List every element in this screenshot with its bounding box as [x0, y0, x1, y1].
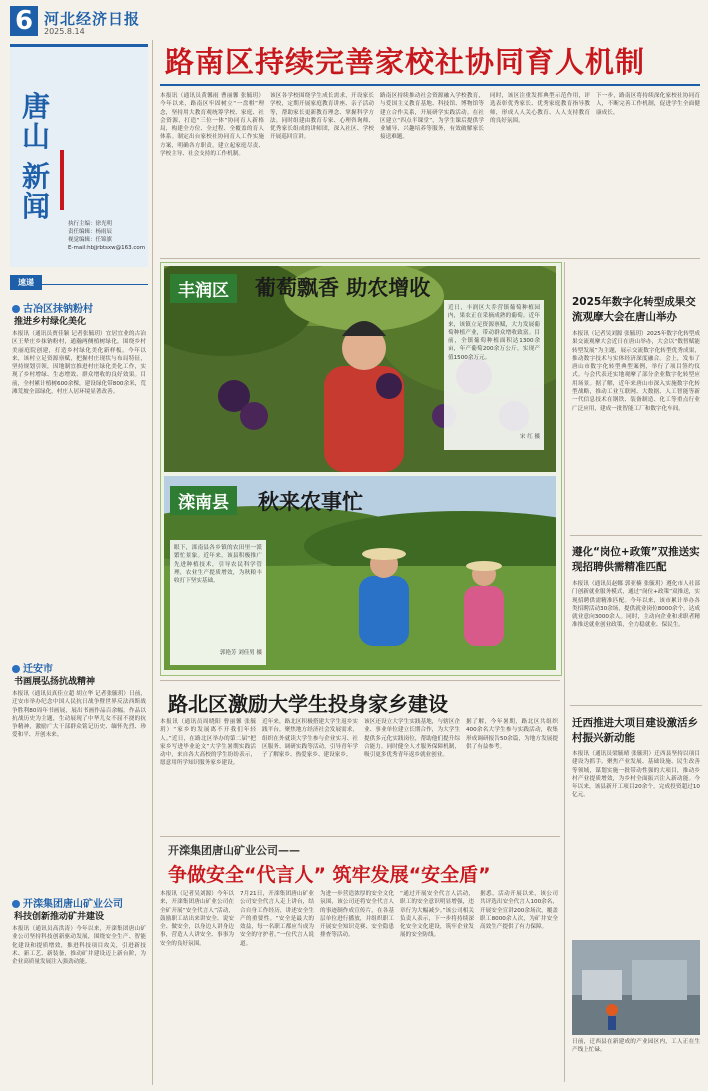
sidebar-divider	[152, 40, 153, 1085]
express-item-subtitle: 推进乡村绿化美化	[14, 317, 87, 327]
middle-column: 本报讯（通讯员周晓阳 曹丽馨 张毓玥）“家乡的发展离不开我们年轻人。”近日，在路北区举办的第二届“把家乡写进毕业论文”大学生暑期实践活动中，来自各大高校的学生纷纷表示，愿意用所学知识服务家乡建设。	[160, 719, 256, 767]
bottom-headline: 争做安全“代言人” 筑牢发展“安全盾”	[168, 864, 491, 886]
middle-column: 近年来，路北区积极搭建大学生返乡实践平台，聚焦地方经济社会发展需求，组织在外就读大学生参与企业实习、社区服务、调研实践等活动，引导青年学子了解家乡、热爱家乡、建设家乡。	[262, 719, 358, 759]
bottom-column: 本报讯（记者吴刘源）今年以来，开滦集团唐山矿业公司在全矿开展“安全代言人”活动，鼓励职工站出来讲安全、说安全、做安全，以身边人讲身边事，营造人人讲安全、事事为安全的良好氛围。	[160, 891, 234, 947]
right-rule	[570, 535, 702, 536]
editor-line: 视觉编辑：任锦旗	[68, 237, 113, 243]
bottom-rule	[160, 836, 560, 837]
middle-column: 据了解，今年暑期，路北区共组织400余名大学生参与实践活动，收集形成调研报告50余篇，为地方发展提供了有益参考。	[466, 719, 558, 750]
feature-caption: 眼下，滦南县各乡镇的农田里一派繁忙景象。近年来，该县积极推广先进种植技术，引导农民科学管理，农业生产提质增效，为秋粮丰收打下坚实基础。	[174, 545, 262, 585]
middle-column: 该区还设立大学生实践基地，与辖区企业、事业单位建立长期合作，为大学生提供多元化实践岗位，帮助他们提升综合能力。同时健全人才服务保障机制，吸引更多优秀青年返乡就业创业。	[364, 719, 460, 759]
bullet-icon	[12, 305, 20, 313]
bottom-column: 为进一步营造浓厚的安全文化氛围，该公司还将安全代言人的事迹制作成宣传片，在各基层单位进行播放，并组织职工开展安全知识竞赛、安全隐患排查等活动。	[320, 891, 394, 939]
masthead-page-number: 6	[10, 6, 38, 36]
paper-name: 河北经济日报	[44, 10, 141, 28]
lead-column: 下一步，路南区将持续深化家校社协同育人，不断完善工作机制，促进学生全面健康成长。	[596, 93, 700, 116]
editor-line: 责任编辑：杨雨辰	[68, 229, 113, 235]
bullet-icon	[12, 900, 20, 908]
feature-credit: 宋 红 摄	[520, 434, 540, 440]
issue-date: 2025.8.14	[44, 27, 85, 36]
express-label: 速递	[10, 270, 148, 285]
right-story-title: 2025年数字化转型成果交流观摩大会在唐山举办	[572, 296, 696, 323]
express-item-body: 本报讯（通讯员高洪涛）今年以来，开滦集团唐山矿业公司坚持科技创新驱动发展，围绕安全生产、智能化建设和提质增效，推进科技项目攻关，引进新技术、新工艺、新装备，推动矿井建设迈上新台阶，为企业高质量发展注入强劲动能。	[12, 926, 146, 966]
express-item-body: 本报讯（通讯员贾佳颖 记者张毓玥）宜居宜业的古冶区王辇庄乡抹钠粉村，通瀚两侧植树绿化，围绕乡村美丽庭院创建，打造乡村绿化美化新样板。今年以来，该村立足资源禀赋，把握村庄现状与布局特征，坚持规划引领，因地制宜推进村庄绿化美化工作，实现了乡村增绿、生态增效、群众增收的良好效果。目前，全村累计植树600余棵，建设绿化带800余米，荒滩荒坡全部绿化，村庄人居环境显著改善。	[12, 331, 146, 396]
express-item-title: 迁安市	[12, 660, 53, 675]
right-story-body: 本报讯（通讯员赵娜 郭亚楠 张毓玥）遵化市人社部门创新就业服务模式，通过“岗位+政策”双推送，实现招聘供需精准匹配。今年以来，该市累计举办各类招聘活动30余场，提供就业岗位8000余个，达成就业意向3000余人。同时，主动向企业和求职者精准推送就业创业政策，全力稳就业、保民生。	[572, 581, 700, 629]
express-item-subtitle: 书画展弘扬抗战精神	[14, 677, 96, 687]
middle-headline: 路北区激励大学生投身家乡建设	[168, 692, 448, 716]
section-banner-bar	[60, 150, 64, 210]
section-char-4: 闻	[22, 190, 51, 223]
bottom-column: 据悉，活动开展以来，该公司共评选出安全代言人100余名，开展安全宣讲200余场次，覆盖职工8000余人次，为矿井安全高效生产提供了有力保障。	[480, 891, 558, 931]
headline-rule	[160, 84, 700, 86]
feature-title: 秋来农事忙	[258, 490, 363, 514]
middle-rule	[160, 680, 560, 681]
express-item-subtitle: 科技创新推动矿井建设	[14, 912, 105, 922]
section-rule	[160, 258, 700, 259]
bottom-column: “通过开展安全代言人活动，职工的安全意识明显增强，违章行为大幅减少。”该公司相关负责人表示，下一步将持续深化安全文化建设，筑牢企业发展的安全防线。	[400, 891, 474, 939]
editor-line: E-mail:hbjjrbtsxw@163.com	[68, 245, 146, 251]
express-item-title: 古冶区抹钠粉村	[12, 300, 93, 315]
feature-title: 葡萄飘香 助农增收	[255, 276, 431, 300]
express-item-body: 本报讯（通讯员真佳立超 胡立华 记者张毓玥）日前，迁安市举办纪念中国人民抗日战争暨世界反法西斯战争胜利80周年书画展，展出书画作品百余幅。作品以抗战历史为主题，生动展现了中华儿女不屈不挠的抗争精神，激励广大干部群众铭记历史、缅怀先烈、珍爱和平、开创未来。	[12, 691, 146, 739]
bullet-icon	[12, 665, 20, 673]
lead-column: 路南区持续推动社会资源融入学校教育，与爱国主义教育基地、科技馆、博物馆等建立合作关系，开展研学实践活动。在社区建立“四点半课堂”，为学生课后提供学业辅导、兴趣培养等服务，有效破解家长接送难题。	[380, 93, 484, 141]
section-char-2: 山	[22, 120, 51, 153]
right-rule	[570, 705, 702, 706]
express-item-title: 开滦集团唐山矿业公司	[12, 895, 123, 910]
right-photo-caption: 日前，迁西县在新建成的产业园区内，工人正在生产线上忙碌。	[572, 1039, 700, 1054]
industrial-park-image	[572, 940, 700, 1035]
feature-caption-box	[170, 540, 266, 665]
right-divider	[564, 262, 565, 1082]
right-story-title: 遵化“岗位+政策”双推送实现招聘供需精准匹配	[572, 546, 700, 573]
industrial-park-photo	[572, 940, 700, 1035]
lead-column: 本报讯（通讯员黄馨雨 曹丽馨 张毓玥）今年以来，路南区牢固树立“一盘棋”理念，坚持用大教育观统筹学校、家庭、社会资源，打造“三位一体”协同育人新格局，构建全方位、全过程、全覆盖的育人体系。制定出台家校社协同育人工作实施方案，明确各方职责，建立起家庭尽责、学校主导、社会支持的工作机制。	[160, 93, 264, 158]
bottom-kicker: 开滦集团唐山矿业公司——	[168, 844, 300, 857]
right-story-body: 本报讯（记者吴刘源 张毓玥）2025年数字化转型成果交流观摩大会近日在唐山举办，大会以“数智赋能 转型发展”为主题，展示交流数字化转型优秀成果，推动数字技术与实体经济深度融合。会上，发布了唐山市数字化转型典型案例，举行了项目签约仪式。与会代表还实地观摩了部分企业数字化转型应用场景。据了解，近年来唐山市深入实施数字化转型战略，推动工业互联网、大数据、人工智能等新一代信息技术在钢铁、装备制造、化工等重点行业广泛应用，建成一批智能工厂和数字化车间。	[572, 331, 700, 412]
feature-caption: 近日，丰润区大乔营镇葡萄种植园内，果农正在采摘成熟的葡萄。近年来，该镇立足资源禀赋，大力发展葡萄种植产业，带动群众增收致富。目前，全镇葡萄种植面积达1300余亩，年产葡萄200余万公斤，实现产值1500余万元。	[448, 305, 540, 361]
right-story-body: 本报讯（通讯员梁毓晴 张毓玥）迁西县坚持以项目建设为抓手，聚焦产业发展、基础设施、民生改善等领域，谋划实施一批带动性强的大项目，推动乡村产业提质增效，为乡村全面振兴注入新动能。今年以来，该县新开工项目20余个，完成投资超过10亿元。	[572, 751, 700, 799]
lead-column: 该区各学校围绕学生成长需求，开设家长学校，定期开展家庭教育讲座、亲子活动等，帮助家长更新教育理念、掌握科学方法。同时组建由教育专家、心理咨询师、优秀家长组成的讲师团，深入社区、学校开展巡回宣讲。	[270, 93, 374, 141]
section-char-3: 新	[22, 160, 51, 193]
feature-credit: 郭艳芳 刘佳男 摄	[220, 650, 262, 656]
feature-caption-box	[444, 300, 544, 450]
feature-tag: 丰润区	[170, 274, 237, 303]
editor-line: 执行主编：徐光明	[68, 221, 113, 227]
lead-headline: 路南区持续完善家校社协同育人机制	[165, 45, 646, 79]
feature-tag: 滦南县	[170, 486, 237, 515]
section-char-1: 唐	[22, 90, 51, 123]
right-story-title: 迁西推进大项目建设激活乡村振兴新动能	[572, 717, 698, 744]
editor-credits	[68, 220, 148, 252]
bottom-column: 7月21日，开滦集团唐山矿业公司安全代言人走上讲台，结合自身工作经历，讲述安全生产的重要性。“安全是最大的效益，每一名职工都应当成为安全的守护者。”一位代言人说道。	[240, 891, 314, 947]
lead-column: 同时，该区注重发挥典型示范作用，评选表彰优秀家长、优秀家庭教育指导教师，形成人人关心教育、人人支持教育的良好氛围。	[490, 93, 590, 124]
